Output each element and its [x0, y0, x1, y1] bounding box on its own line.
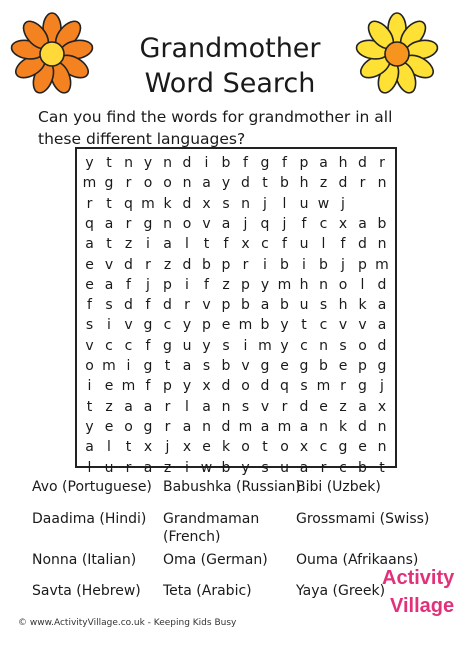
grid-cell[interactable]: n — [319, 337, 328, 354]
grid-cell[interactable]: j — [146, 276, 150, 293]
grid-cell[interactable]: o — [182, 215, 192, 232]
grid-cell[interactable]: p — [358, 358, 367, 374]
grid-cell[interactable]: g — [377, 358, 387, 374]
grid-cell[interactable]: a — [299, 459, 309, 476]
grid-cell[interactable]: b — [377, 215, 387, 232]
grid-cell[interactable]: l — [185, 398, 189, 415]
grid-cell[interactable]: e — [104, 418, 114, 435]
grid-cell[interactable]: g — [143, 317, 153, 334]
logo-line-2: Village — [390, 595, 455, 617]
grid-cell[interactable]: a — [221, 215, 231, 232]
grid-cell[interactable]: n — [163, 155, 172, 171]
grid-cell[interactable]: q — [85, 215, 94, 232]
grid-cell[interactable]: y — [202, 337, 211, 354]
grid-cell[interactable]: r — [164, 418, 171, 435]
grid-cell[interactable]: a — [85, 236, 94, 253]
grid-cell[interactable]: p — [202, 317, 211, 334]
grid-cell[interactable]: a — [124, 398, 133, 415]
grid-cell[interactable]: s — [85, 317, 94, 334]
grid-cell[interactable]: u — [299, 236, 309, 253]
grid-cell[interactable]: e — [85, 276, 94, 293]
grid-cell[interactable]: i — [263, 256, 267, 273]
grid-cell[interactable]: x — [202, 195, 211, 212]
grid-cell[interactable]: d — [182, 155, 192, 171]
grid-cell[interactable]: y — [182, 317, 192, 334]
grid-cell[interactable]: a — [104, 276, 114, 293]
grid-cell[interactable]: d — [260, 378, 270, 395]
grid-cell[interactable]: x — [143, 439, 153, 456]
grid-cell[interactable]: b — [280, 297, 289, 314]
grid-cell[interactable]: y — [280, 337, 289, 354]
grid-cell[interactable]: q — [280, 378, 289, 395]
grid-cell[interactable]: t — [262, 439, 268, 456]
grid-cell[interactable]: i — [243, 337, 248, 354]
grid-cell[interactable]: v — [85, 337, 94, 354]
grid-cell[interactable]: r — [340, 378, 346, 395]
grid-cell[interactable]: a — [202, 398, 211, 415]
grid-cell[interactable]: y — [221, 175, 231, 192]
grid-cell[interactable]: o — [143, 175, 153, 192]
grid-cell[interactable]: s — [261, 459, 269, 476]
grid-cell[interactable]: m — [141, 195, 155, 212]
grid-cell[interactable]: z — [105, 398, 113, 415]
grid-cell[interactable]: i — [146, 236, 150, 253]
grid-cell[interactable]: n — [241, 195, 250, 212]
grid-cell[interactable]: i — [185, 276, 189, 293]
grid-cell[interactable]: t — [301, 317, 307, 334]
word-list-item: Grandmaman (French) — [163, 511, 260, 545]
grid-cell[interactable]: o — [85, 358, 94, 374]
grid-cell[interactable]: a — [202, 175, 211, 192]
grid-cell[interactable]: a — [358, 215, 367, 232]
grid-cell[interactable]: v — [241, 358, 250, 374]
grid-cell[interactable]: j — [282, 215, 287, 232]
grid-cell[interactable]: b — [241, 297, 250, 314]
grid-cell[interactable]: v — [124, 317, 133, 334]
grid-cell[interactable]: y — [280, 317, 289, 334]
grid-cell[interactable]: a — [319, 155, 328, 171]
grid-cell[interactable]: q — [124, 195, 133, 212]
grid-cell[interactable]: d — [358, 418, 367, 435]
grid-cell[interactable]: f — [87, 297, 92, 314]
grid-cell[interactable]: r — [125, 459, 132, 476]
grid-cell[interactable]: c — [124, 337, 133, 354]
word-list-item: Teta (Arabic) — [163, 583, 252, 599]
grid-cell[interactable]: a — [377, 297, 387, 314]
grid-cell[interactable]: r — [125, 175, 132, 192]
grid-cell[interactable]: n — [221, 398, 231, 415]
grid-cell[interactable]: s — [222, 195, 230, 212]
grid-cell[interactable]: s — [105, 297, 113, 314]
grid-cell[interactable]: e — [202, 439, 211, 456]
grid-cell[interactable]: l — [107, 439, 111, 456]
grid-cell[interactable]: z — [124, 236, 133, 253]
grid-cell[interactable]: d — [182, 195, 192, 212]
grid-cell[interactable]: n — [377, 236, 387, 253]
grid-cell[interactable]: x — [202, 378, 211, 395]
grid-cell[interactable]: f — [282, 236, 287, 253]
grid-cell[interactable]: f — [145, 378, 151, 395]
grid-cell[interactable]: a — [104, 215, 114, 232]
grid-cell[interactable]: e — [104, 378, 114, 395]
footer-copyright: © www.ActivityVillage.co.uk - Keeping Kids Busy — [18, 618, 237, 628]
grid-cell[interactable]: s — [300, 378, 308, 395]
grid-cell[interactable]: b — [221, 155, 231, 171]
grid-cell[interactable]: b — [221, 459, 231, 476]
grid-cell[interactable]: d — [241, 175, 250, 192]
grid-cell[interactable]: c — [300, 337, 308, 354]
grid-cell[interactable]: x — [377, 398, 387, 415]
grid-cell[interactable]: n — [202, 418, 211, 435]
grid-cell[interactable]: n — [377, 418, 387, 435]
grid-cell[interactable]: a — [143, 459, 153, 476]
grid-cell[interactable]: c — [319, 439, 328, 456]
grid-cell[interactable]: a — [358, 398, 367, 415]
grid-cell[interactable]: f — [126, 276, 131, 293]
grid-cell[interactable]: m — [258, 337, 272, 354]
grid-cell[interactable]: i — [107, 317, 111, 334]
grid-cell[interactable]: m — [121, 378, 136, 395]
grid-cell[interactable]: f — [145, 337, 151, 354]
grid-cell[interactable]: b — [260, 317, 270, 334]
grid-cell[interactable]: z — [319, 175, 328, 192]
grid-cell[interactable]: v — [338, 317, 348, 334]
grid-cell[interactable]: p — [299, 155, 309, 171]
grid-cell[interactable]: s — [339, 337, 347, 354]
grid-cell[interactable]: k — [163, 195, 172, 212]
grid-cell[interactable]: v — [202, 297, 211, 314]
grid-cell[interactable]: i — [204, 155, 209, 171]
grid-cell[interactable]: s — [319, 297, 328, 314]
grid-cell[interactable]: r — [320, 459, 327, 476]
grid-cell[interactable]: o — [124, 418, 133, 435]
grid-cell[interactable]: k — [338, 418, 348, 435]
word-list-item: Savta (Hebrew) — [32, 583, 141, 599]
grid-cell[interactable]: a — [260, 418, 270, 435]
grid-cell[interactable]: d — [358, 236, 367, 253]
grid-cell[interactable]: r — [379, 155, 385, 171]
grid-cell[interactable]: n — [319, 276, 328, 293]
grid-cell[interactable]: l — [282, 195, 287, 212]
grid-cell[interactable]: j — [380, 378, 384, 395]
grid-cell[interactable]: m — [375, 256, 389, 273]
grid-cell[interactable]: z — [339, 398, 347, 415]
grid-cell[interactable]: c — [339, 459, 347, 476]
grid-cell[interactable]: l — [87, 459, 92, 476]
grid-cell[interactable]: h — [338, 297, 348, 314]
grid-cell[interactable]: j — [341, 256, 345, 273]
grid-cell[interactable]: m — [238, 317, 253, 334]
grid-cell[interactable]: w — [317, 195, 330, 212]
grid-cell[interactable]: r — [359, 175, 366, 192]
grid-cell[interactable]: t — [106, 195, 112, 212]
grid-cell[interactable]: i — [126, 358, 131, 374]
grid-cell[interactable]: d — [163, 297, 172, 314]
grid-cell[interactable]: b — [280, 256, 289, 273]
activity-village-logo[interactable] — [382, 567, 454, 637]
grid-cell[interactable]: d — [358, 155, 367, 171]
grid-cell[interactable]: g — [163, 337, 172, 354]
grid-cell[interactable]: e — [221, 317, 231, 334]
grid-cell[interactable]: r — [145, 256, 151, 273]
grid-cell[interactable]: r — [86, 195, 93, 212]
grid-cell[interactable]: d — [377, 337, 387, 354]
word-list-item: Bibi (Uzbek) — [296, 479, 381, 495]
grid-cell[interactable]: y — [143, 155, 153, 171]
page-title-line-2: Word Search — [144, 68, 316, 99]
grid-cell[interactable]: c — [261, 236, 269, 253]
grid-cell[interactable]: a — [299, 418, 309, 435]
grid-cell[interactable]: c — [319, 317, 328, 334]
grid-cell[interactable]: p — [163, 378, 172, 395]
grid-cell[interactable]: j — [341, 195, 345, 212]
grid-cell[interactable]: v — [202, 215, 211, 232]
grid-cell[interactable]: n — [377, 439, 387, 456]
grid-cell[interactable]: o — [241, 439, 250, 456]
grid-cell[interactable]: a — [260, 297, 270, 314]
grid-cell[interactable]: z — [163, 459, 172, 476]
grid-cell[interactable]: n — [163, 215, 172, 232]
grid-cell[interactable]: l — [185, 236, 189, 253]
grid-cell[interactable]: u — [299, 195, 309, 212]
grid-cell[interactable]: m — [316, 378, 331, 395]
grid-cell[interactable]: u — [299, 297, 309, 314]
word-list-item: Nonna (Italian) — [32, 552, 137, 568]
grid-cell[interactable]: t — [106, 236, 112, 253]
grid-cell[interactable]: t — [125, 439, 132, 456]
grid-cell[interactable]: n — [124, 155, 133, 171]
grid-cell[interactable]: a — [377, 317, 387, 334]
grid-cell[interactable]: u — [280, 459, 289, 476]
word-list-item: Babushka (Russian) — [163, 479, 301, 495]
grid-cell[interactable]: d — [221, 378, 231, 395]
grid-cell[interactable]: g — [104, 175, 114, 192]
grid-cell[interactable]: s — [202, 358, 211, 374]
grid-cell[interactable]: y — [85, 155, 94, 171]
instructions-text: Can you find the words for grandmother in all these different languages? — [38, 108, 393, 148]
word-list-item: Avo (Portuguese) — [32, 479, 152, 495]
grid-cell[interactable]: e — [358, 439, 367, 456]
grid-cell[interactable]: g — [338, 439, 348, 456]
grid-cell[interactable]: o — [338, 276, 348, 293]
grid-cell[interactable]: h — [338, 155, 348, 171]
word-list-item: Ouma (Afrikaans) — [296, 552, 419, 568]
grid-cell[interactable]: b — [319, 358, 328, 374]
grid-cell[interactable]: f — [223, 236, 229, 253]
grid-cell[interactable]: d — [124, 256, 133, 273]
grid-cell[interactable]: c — [105, 337, 113, 354]
grid-cell[interactable]: o — [241, 378, 250, 395]
grid-cell[interactable]: e — [280, 358, 289, 374]
grid-cell[interactable]: a — [182, 418, 192, 435]
grid-cell[interactable]: r — [281, 398, 288, 415]
word-list-item: Grossmami (Swiss) — [296, 511, 430, 527]
grid-cell[interactable]: i — [302, 256, 306, 273]
grid-cell[interactable]: x — [241, 236, 250, 253]
grid-cell[interactable]: v — [260, 398, 270, 415]
grid-cell[interactable]: n — [377, 175, 387, 192]
grid-cell[interactable]: g — [143, 215, 153, 232]
grid-cell[interactable]: e — [85, 256, 94, 273]
grid-cell[interactable]: f — [301, 215, 307, 232]
grid-cell[interactable]: y — [241, 459, 250, 476]
grid-cell[interactable]: m — [82, 175, 97, 192]
grid-cell[interactable]: g — [260, 155, 270, 171]
grid-cell[interactable]: p — [221, 297, 231, 314]
grid-cell[interactable]: a — [163, 236, 172, 253]
grid-cell[interactable]: j — [263, 195, 267, 212]
grid-cell[interactable]: k — [221, 439, 231, 456]
grid-cell[interactable]: g — [143, 358, 153, 374]
grid-cell[interactable]: f — [204, 276, 209, 293]
grid-cell[interactable]: y — [182, 378, 192, 395]
grid-cell[interactable]: x — [182, 439, 192, 456]
orange-flower-icon — [10, 12, 94, 96]
grid-cell[interactable]: m — [277, 276, 292, 293]
grid-cell[interactable]: t — [203, 236, 210, 253]
grid-cell[interactable]: p — [358, 256, 367, 273]
grid-cell[interactable]: m — [277, 418, 292, 435]
grid-cell[interactable]: c — [319, 215, 328, 232]
grid-cell[interactable]: g — [358, 378, 367, 395]
grid-cell[interactable]: b — [280, 175, 289, 192]
yellow-flower-icon — [355, 12, 439, 96]
grid-cell[interactable]: l — [321, 236, 326, 253]
grid-cell[interactable]: g — [143, 418, 153, 435]
grid-cell[interactable]: h — [299, 276, 309, 293]
grid-cell[interactable]: y — [260, 276, 270, 293]
grid-cell[interactable]: t — [86, 398, 93, 415]
grid-cell[interactable]: e — [338, 358, 348, 374]
grid-cell[interactable]: x — [338, 215, 348, 232]
grid-cell[interactable]: i — [185, 459, 189, 476]
grid-cell[interactable]: a — [143, 398, 153, 415]
word-list-item: Daadima (Hindi) — [32, 511, 147, 527]
grid-cell[interactable]: m — [238, 418, 253, 435]
grid-cell[interactable]: d — [124, 297, 133, 314]
grid-cell[interactable]: q — [260, 215, 270, 232]
grid-cell[interactable]: f — [145, 297, 151, 314]
grid-cell[interactable]: l — [360, 276, 365, 293]
grid-cell[interactable]: h — [299, 175, 309, 192]
grid-cell[interactable]: z — [163, 256, 172, 273]
grid-cell[interactable]: p — [221, 256, 231, 273]
grid-cell[interactable]: t — [262, 175, 268, 192]
grid-cell[interactable]: z — [222, 276, 230, 293]
grid-cell[interactable]: u — [182, 337, 192, 354]
grid-cell[interactable]: e — [319, 398, 328, 415]
grid-cell[interactable]: o — [280, 439, 289, 456]
grid-cell[interactable]: f — [340, 236, 346, 253]
grid-cell[interactable]: t — [379, 459, 385, 476]
grid-cell[interactable]: i — [87, 378, 92, 395]
grid-cell[interactable]: g — [260, 358, 270, 374]
grid-cell[interactable]: r — [242, 256, 249, 273]
grid-cell[interactable]: p — [241, 276, 250, 293]
grid-cell[interactable]: y — [85, 418, 94, 435]
grid-cell[interactable]: k — [358, 297, 367, 314]
grid-cell[interactable]: m — [102, 358, 116, 374]
grid-cell[interactable]: x — [299, 439, 309, 456]
grid-cell[interactable]: v — [104, 256, 114, 273]
word-list-item: Oma (German) — [163, 552, 268, 568]
grid-cell[interactable]: p — [163, 276, 172, 293]
grid-cell[interactable]: b — [221, 358, 231, 374]
grid-cell[interactable]: b — [358, 459, 367, 476]
grid-cell[interactable]: f — [243, 155, 248, 171]
grid-cell[interactable]: w — [200, 459, 213, 476]
grid-cell[interactable]: b — [319, 256, 328, 273]
grid-cell[interactable]: j — [243, 215, 248, 232]
grid-cell[interactable]: v — [358, 317, 367, 334]
grid-cell[interactable]: d — [377, 276, 387, 293]
grid-cell[interactable]: o — [163, 175, 172, 192]
grid-cell[interactable]: d — [221, 418, 231, 435]
grid-cell[interactable]: g — [299, 358, 309, 374]
grid-cell[interactable]: n — [319, 418, 328, 435]
grid-cell[interactable]: a — [85, 439, 94, 456]
grid-cell[interactable]: f — [282, 155, 287, 171]
grid-cell[interactable]: b — [202, 256, 211, 273]
grid-cell[interactable]: d — [299, 398, 309, 415]
grid-cell[interactable]: u — [104, 459, 114, 476]
grid-cell[interactable]: c — [163, 317, 172, 334]
logo-line-1: Activity — [382, 567, 455, 589]
grid-cell[interactable]: o — [358, 337, 367, 354]
word-search-grid — [75, 147, 397, 476]
page-title-line-1: Grandmother — [139, 33, 321, 64]
word-list-item: Yaya (Greek) — [296, 583, 386, 599]
grid-cell[interactable]: s — [222, 337, 230, 354]
grid-cell[interactable]: a — [182, 358, 192, 374]
grid-cell[interactable]: d — [338, 175, 348, 192]
grid-cell[interactable]: t — [164, 358, 171, 374]
grid-cell[interactable]: s — [241, 398, 250, 415]
grid-cell[interactable]: r — [125, 215, 132, 232]
grid-cell[interactable]: n — [182, 175, 192, 192]
grid-cell[interactable]: r — [164, 398, 171, 415]
grid-cell[interactable]: j — [165, 439, 170, 456]
grid-cell[interactable]: d — [182, 256, 192, 273]
grid-cell[interactable]: t — [106, 155, 112, 171]
grid-cell[interactable]: r — [184, 297, 190, 314]
